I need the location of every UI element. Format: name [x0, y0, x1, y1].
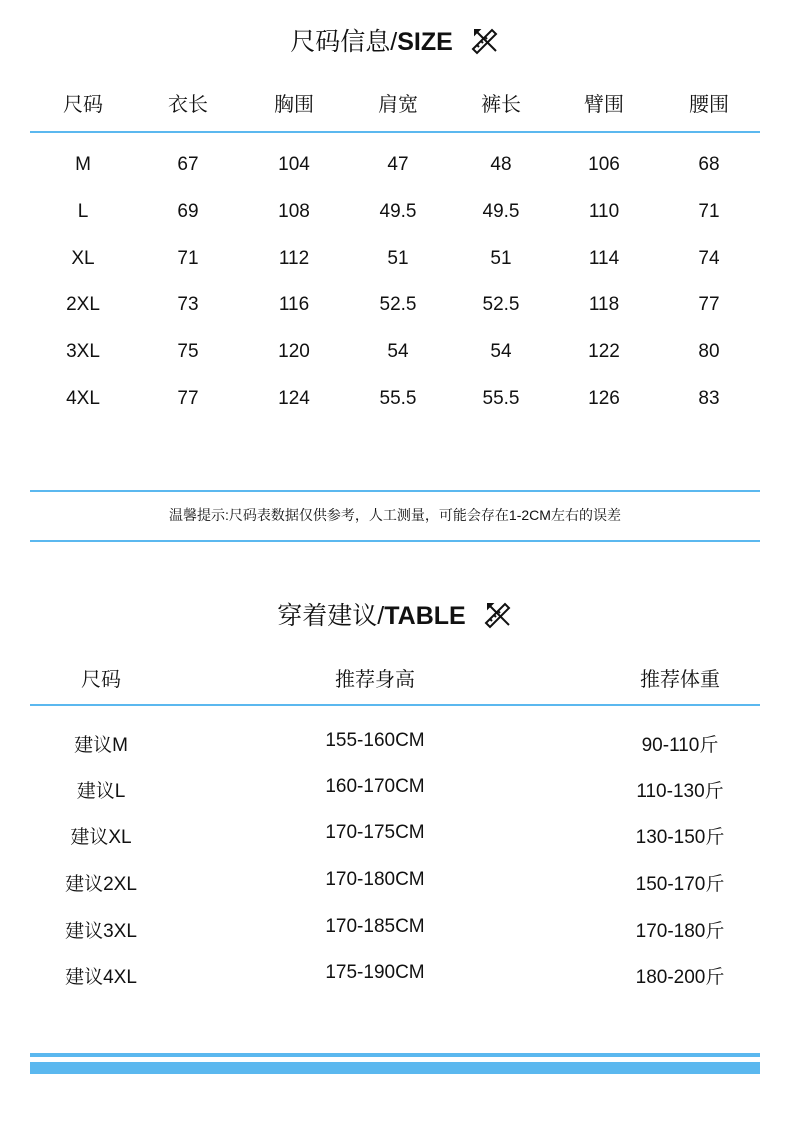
size-table-cell: 124: [278, 388, 310, 409]
divider: [30, 540, 760, 542]
size-table-cell: 55.5: [379, 388, 417, 409]
size-table-cell: 83: [698, 388, 720, 409]
size-header-cell: 衣长: [168, 94, 208, 116]
size-header-cell: 胸围: [274, 94, 314, 116]
size-table-cell: 2XL: [66, 294, 100, 315]
recommend-table-cell: 建议3XL: [65, 921, 137, 942]
size-table-cell: 112: [278, 248, 310, 269]
ruler-pencil-icon: [470, 25, 500, 55]
bottom-band: [30, 1062, 760, 1074]
size-table-cell: 104: [278, 154, 310, 175]
size-table-cell: 49.5: [379, 201, 417, 222]
size-table-cell: 4XL: [66, 388, 100, 409]
size-table-cell: L: [77, 201, 89, 222]
size-table-cell: 73: [177, 294, 199, 315]
size-table-cell: 106: [588, 154, 620, 175]
recommend-header-cell: 推荐体重: [640, 669, 720, 691]
size-table-cell: 75: [177, 341, 199, 362]
recommend-table-cell: 175-190CM: [325, 962, 425, 983]
size-table-cell: 54: [490, 341, 512, 362]
ruler-pencil-icon: [483, 599, 513, 629]
recommend-table-cell: 150-170斤: [635, 874, 725, 895]
divider: [30, 704, 760, 706]
size-table-cell: 118: [588, 294, 620, 315]
recommend-table-cell: 建议2XL: [65, 874, 137, 895]
size-table-cell: 108: [278, 201, 310, 222]
size-table-cell: 77: [698, 294, 720, 315]
size-note: 温馨提示:尺码表数据仅供参考，人工测量，可能会存在1-2CM左右的误差: [169, 507, 621, 523]
size-table-cell: 71: [698, 201, 720, 222]
recommend-table-cell: 90-110斤: [641, 735, 719, 756]
size-table-cell: 77: [177, 388, 199, 409]
size-header-cell: 肩宽: [378, 94, 418, 116]
size-table-cell: 126: [588, 388, 620, 409]
recommend-table-cell: 130-150斤: [635, 827, 725, 848]
recommend-table-cell: 180-200斤: [635, 967, 725, 988]
size-title-cn: 尺码信息/: [290, 28, 398, 56]
size-title: [0, 25, 790, 57]
size-table-cell: 3XL: [66, 341, 100, 362]
size-table-cell: 67: [177, 154, 199, 175]
size-table-cell: M: [75, 154, 91, 175]
recommend-table-cell: 160-170CM: [325, 776, 425, 797]
recommend-table-cell: 170-175CM: [325, 822, 425, 843]
size-table-cell: 54: [387, 341, 409, 362]
divider: [30, 131, 760, 133]
recommend-table-cell: 建议4XL: [65, 967, 137, 988]
size-table-cell: 47: [387, 154, 409, 175]
size-table-cell: 49.5: [482, 201, 520, 222]
size-table-cell: 52.5: [379, 294, 417, 315]
size-table-cell: 51: [387, 248, 409, 269]
size-table-cell: 55.5: [482, 388, 520, 409]
size-table-cell: 80: [698, 341, 720, 362]
size-table-cell: 52.5: [482, 294, 520, 315]
size-table-cell: 110: [588, 201, 620, 222]
size-table-cell: 116: [278, 294, 310, 315]
recommend-table-cell: 110-130斤: [636, 781, 724, 802]
size-title-en: SIZE: [397, 28, 453, 56]
size-table-cell: 114: [588, 248, 620, 269]
bottom-stripe: [30, 1053, 760, 1057]
recommend-table-cell: 建议XL: [70, 827, 132, 848]
recommend-table-cell: 170-185CM: [325, 916, 425, 937]
size-header-cell: 臂围: [584, 94, 624, 116]
recommend-table-cell: 170-180CM: [325, 869, 425, 890]
size-table-cell: 120: [278, 341, 310, 362]
recommend-table-cell: 170-180斤: [635, 921, 725, 942]
size-header-cell: 尺码: [63, 94, 103, 116]
recommend-header-cell: 推荐身高: [335, 669, 415, 691]
table-title-cn: 穿着建议/: [277, 602, 385, 630]
size-table-cell: 74: [698, 248, 720, 269]
size-header-cell: 裤长: [481, 94, 521, 116]
size-table-cell: 122: [588, 341, 620, 362]
size-table-cell: 68: [698, 154, 720, 175]
recommend-table-cell: 155-160CM: [325, 730, 425, 751]
recommend-table-cell: 建议L: [76, 781, 126, 802]
table-title: [0, 599, 790, 631]
recommend-header-cell: 尺码: [81, 669, 121, 691]
size-table-cell: 69: [177, 201, 199, 222]
recommend-table-cell: 建议M: [74, 735, 128, 756]
divider: [30, 490, 760, 492]
size-header-cell: 腰围: [689, 94, 729, 116]
size-table-cell: 51: [490, 248, 512, 269]
size-table-cell: 48: [490, 154, 512, 175]
size-table-cell: 71: [177, 248, 199, 269]
table-title-en: TABLE: [384, 602, 466, 630]
size-table-cell: XL: [71, 248, 95, 269]
